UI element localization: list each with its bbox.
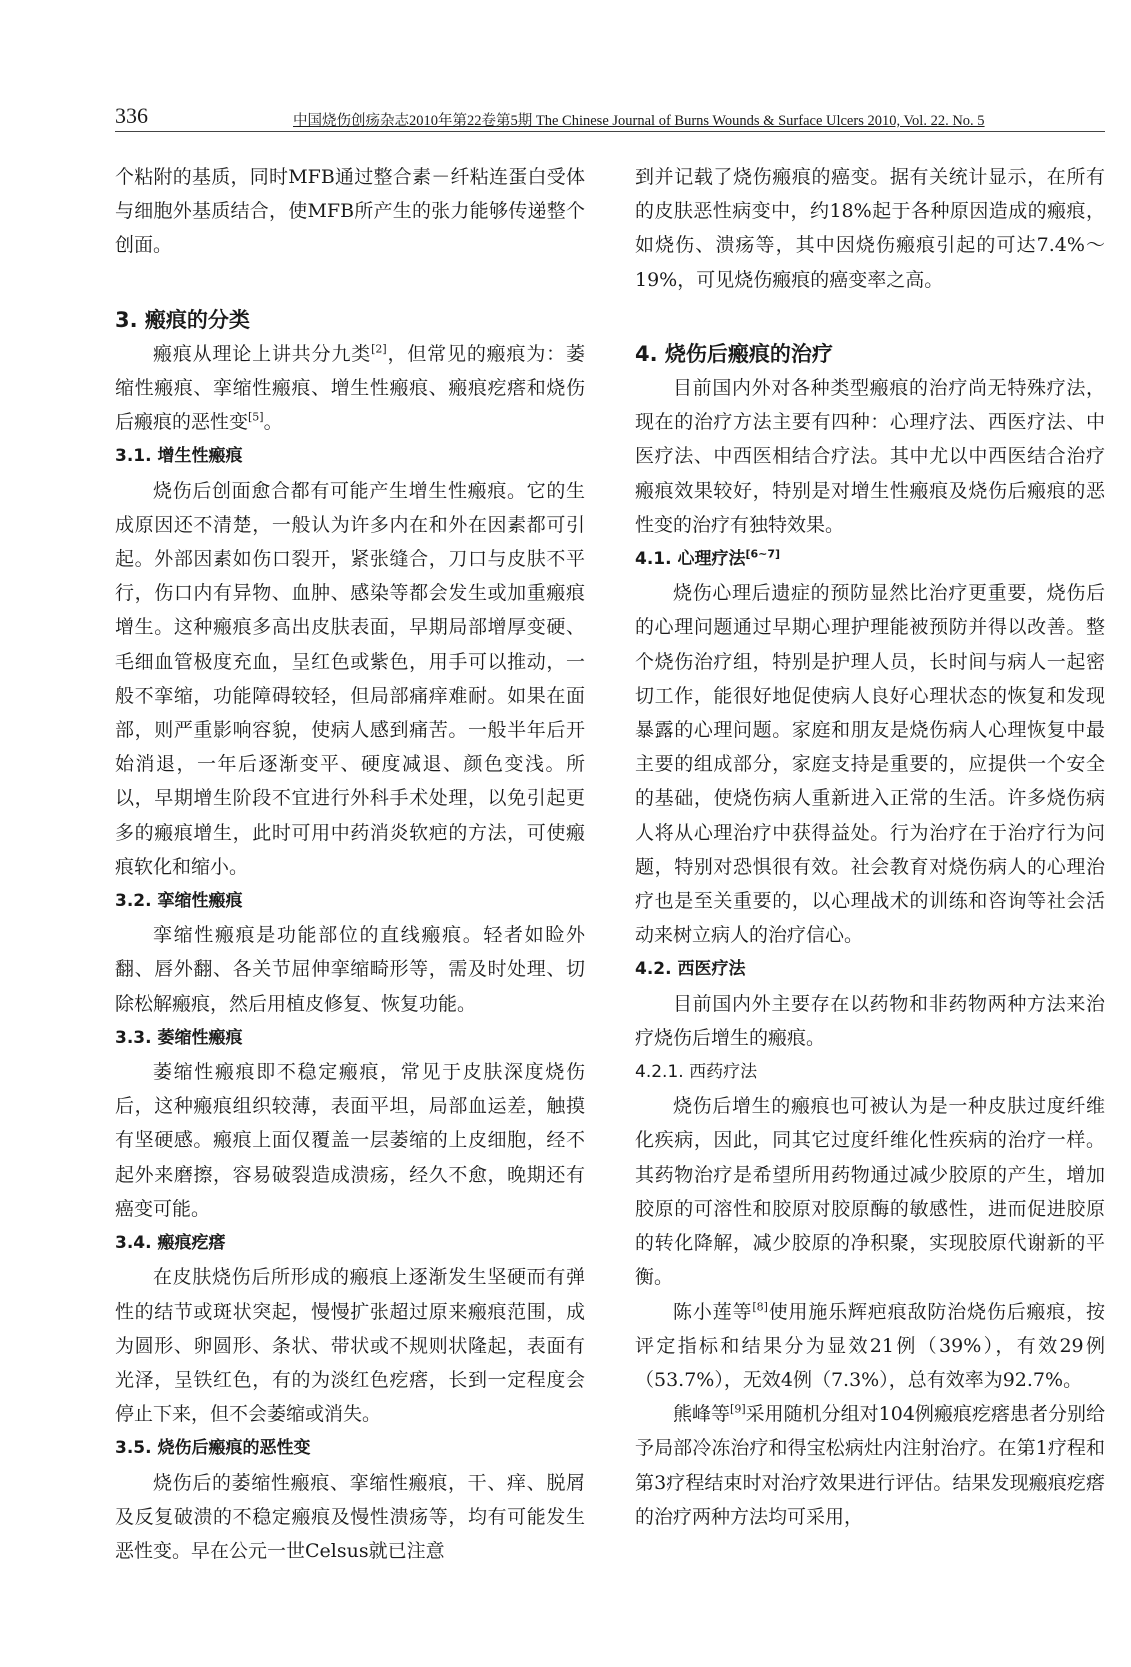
page-header [115,103,1105,133]
paragraph: 到并记载了烧伤瘢痕的癌变。据有关统计显示，在所有的皮肤恶性病变中，约18%起于各种原因造成的瘢痕，如烧伤、溃疡等，其中因烧伤瘢痕引起的可达7.4%～19%，可见烧伤瘢痕的癌变率之高。 [635,166,1105,291]
citation: [8] [752,1300,768,1314]
page-number: 336 [115,103,148,128]
paragraph: 熊峰等[9]采用随机分组对104例瘢痕疙瘩患者分别给予局部冷冻治疗和得宝松病灶内注射治疗。在第1疗程和第3疗程结束时对治疗效果进行评估。结果发现瘢痕疙瘩的治疗两种方法均可采用， [635,1402,1105,1528]
subsection-heading: 3.3. 萎缩性瘢痕 [115,1027,243,1048]
running-head: 中国烧伤创疡杂志2010年第22卷第5期 The Chinese Journal of Burns Wounds & Surface Ulcers 2010, Vol. 22. No. 5 [293,113,985,129]
citation: [6~7] [745,547,781,561]
citation: [5] [248,410,264,424]
paragraph: 烧伤后增生的瘢痕也可被认为是一种皮肤过度纤维化疾病，因此，同其它过度纤维化性疾病的治疗一样。其药物治疗是希望所用药物通过减少胶原的产生，增加胶原的可溶性和胶原对胶原酶的敏感性，进而促进胶原的转化降解，减少胶原的净积聚，实现胶原代谢新的平衡。 [635,1095,1105,1289]
paragraph: 陈小莲等[8]使用施乐辉疤痕敌防治烧伤后瘢痕，按评定指标和结果分为显效21例（39%），有效29例（53.7%），无效4例（7.3%），总有效率为92.7%。 [635,1300,1105,1391]
paragraph: 烧伤后的萎缩性瘢痕、挛缩性瘢痕，干、痒、脱屑及反复破溃的不稳定瘢痕及慢性溃疡等，均有可能发生恶性变。早在公元一世Celsus就已注意 [115,1471,585,1562]
paragraph: 目前国内外主要存在以药物和非药物两种方法来治疗烧伤后增生的瘢痕。 [635,992,1105,1049]
right-column [635,160,1105,1534]
subsubsection-heading: 4.2.1. 西药疗法 [635,1062,758,1083]
paragraph: 烧伤后创面愈合都有可能产生增生性瘢痕。它的生成原因还不清楚，一般认为许多内在和外在因素都可引起。外部因素如伤口裂开，紧张缝合，刀口与皮肤不平行，伤口内有异物、血肿、感染等都会发生或加重瘢痕增生。这种瘢痕多高出皮肤表面，早期局部增厚变硬、毛细血管极度充血，呈红色或紫色，用手可以推动，一般不挛缩，功能障碍较轻，但局部痛痒难耐。如果在面部，则严重影响容貌，使病人感到痛苦。一般半年后开始消退，一年后逐渐变平、硬度减退、颜色变浅。所以，早期增生阶段不宜进行外科手术处理，以免引起更多的瘢痕增生，此时可用中药消炎软疤的方法，可使瘢痕软化和缩小。 [115,479,585,878]
section-heading: 3. 瘢痕的分类 [115,307,250,332]
header-rule [115,131,1105,132]
paragraph: 烧伤心理后遗症的预防显然比治疗更重要，烧伤后的心理问题通过早期心理护理能被预防并得以改善。整个烧伤治疗组，特别是护理人员，长时间与病人一起密切工作，能很好地促使病人良好心理状态的恢复和发现暴露的心理问题。家庭和朋友是烧伤病人心理恢复中最主要的组成部分，家庭支持是重要的，应提供一个安全的基础，使烧伤病人重新进入正常的生活。许多烧伤病人将从心理治疗中获得益处。行为治疗在于治疗行为问题，特别对恐惧很有效。社会教育对烧伤病人的心理治疗也是至关重要的，以心理战术的训练和咨询等社会活动来树立病人的治疗信心。 [635,582,1105,947]
left-column [115,160,585,1568]
citation: [9] [730,1402,746,1416]
subsection-heading: 3.2. 挛缩性瘢痕 [115,891,243,912]
subsection-heading: 3.5. 烧伤后瘢痕的恶性变 [115,1438,311,1459]
subsection-heading: 3.4. 瘢痕疙瘩 [115,1233,226,1254]
citation: [2] [371,342,387,356]
subsection-heading: 3.1. 增生性瘢痕 [115,446,243,467]
paragraph: 瘢痕从理论上讲共分九类[2]，但常见的瘢痕为：萎缩性瘢痕、挛缩性瘢痕、增生性瘢痕、瘢痕疙瘩和烧伤后瘢痕的恶性变[5]。 [115,342,585,434]
paragraph: 个粘附的基质，同时MFB通过整合素－纤粘连蛋白受体与细胞外基质结合，使MFB所产生的张力能够传递整个创面。 [115,166,585,257]
paragraph: 挛缩性瘢痕是功能部位的直线瘢痕。轻者如睑外翻、唇外翻、各关节屈伸挛缩畸形等，需及时处理、切除松解瘢痕，然后用植皮修复、恢复功能。 [115,924,585,1015]
paragraph: 在皮肤烧伤后所形成的瘢痕上逐渐发生坚硬而有弹性的结节或斑状突起，慢慢扩张超过原来瘢痕范围，成为圆形、卵圆形、条状、带状或不规则状隆起，表面有光泽，呈铁红色，有的为淡红色疙瘩，长到一定程度会停止下来，但不会萎缩或消失。 [115,1266,585,1426]
section-heading: 4. 烧伤后瘢痕的治疗 [635,341,833,366]
paragraph: 目前国内外对各种类型瘢痕的治疗尚无特殊疗法，现在的治疗方法主要有四种：心理疗法、西医疗法、中医疗法、中西医相结合疗法。其中尤以中西医结合治疗瘢痕效果较好，特别是对增生性瘢痕及烧伤后瘢痕的恶性变的治疗有独特效果。 [635,377,1105,536]
subsection-heading: 4.1. 心理疗法[6~7] [635,547,781,570]
paragraph: 萎缩性瘢痕即不稳定瘢痕，常见于皮肤深度烧伤后，这种瘢痕组织较薄，表面平坦，局部血运差，触摸有坚硬感。瘢痕上面仅覆盖一层萎缩的上皮细胞，经不起外来磨擦，容易破裂造成溃疡，经久不愈，晚期还有癌变可能。 [115,1061,585,1220]
subsection-heading: 4.2. 西医疗法 [635,959,746,980]
